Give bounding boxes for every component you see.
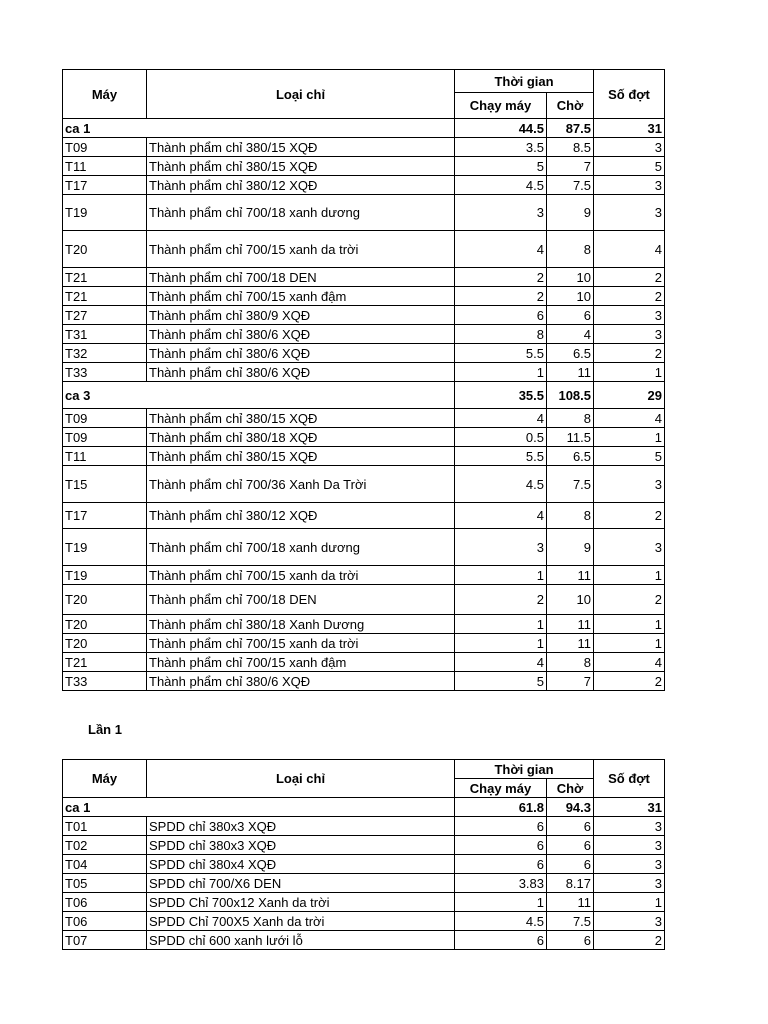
- header-may: Máy: [63, 760, 147, 798]
- cell-cho: 8.5: [547, 138, 594, 157]
- cell-so-dot: 31: [594, 119, 665, 138]
- cell-loai-chi: SPDD chỉ 380x3 XQĐ: [147, 836, 455, 855]
- section-label: Lần 1: [88, 722, 122, 737]
- table-row: [63, 653, 665, 672]
- cell-cho: 7: [547, 157, 594, 176]
- cell-cho: 7: [547, 672, 594, 691]
- table-row: [63, 138, 665, 157]
- header-so-dot: Số đợt: [594, 70, 665, 119]
- cell-may: T01: [63, 817, 147, 836]
- group-label: ca 1: [63, 798, 455, 817]
- cell-so-dot: 4: [594, 409, 665, 428]
- cell-chay-may: 4.5: [455, 912, 547, 931]
- cell-so-dot: 3: [594, 466, 665, 503]
- cell-loai-chi: Thành phẩm chỉ 700/15 xanh da trời: [147, 634, 455, 653]
- cell-cho: 4: [547, 325, 594, 344]
- cell-chay-may: 6: [455, 855, 547, 874]
- cell-so-dot: 1: [594, 566, 665, 585]
- cell-loai-chi: Thành phẩm chỉ 380/6 XQĐ: [147, 363, 455, 382]
- cell-chay-may: 0.5: [455, 428, 547, 447]
- header-loai-chi: Loại chỉ: [147, 760, 455, 798]
- cell-loai-chi: Thành phẩm chỉ 700/15 xanh đậm: [147, 653, 455, 672]
- header-cho: Chờ: [547, 93, 594, 119]
- cell-may: T32: [63, 344, 147, 363]
- cell-so-dot: 2: [594, 672, 665, 691]
- cell-chay-may: 1: [455, 566, 547, 585]
- cell-so-dot: 4: [594, 653, 665, 672]
- cell-cho: 9: [547, 529, 594, 566]
- table-row: [63, 836, 665, 855]
- header-loai-chi: Loại chỉ: [147, 70, 455, 119]
- cell-chay-may: 6: [455, 306, 547, 325]
- table-row: [63, 447, 665, 466]
- cell-so-dot: 3: [594, 529, 665, 566]
- cell-so-dot: 4: [594, 231, 665, 268]
- cell-so-dot: 2: [594, 585, 665, 615]
- cell-chay-may: 3.83: [455, 874, 547, 893]
- table-row: [63, 615, 665, 634]
- cell-chay-may: 5.5: [455, 447, 547, 466]
- cell-so-dot: 5: [594, 157, 665, 176]
- cell-chay-may: 6: [455, 931, 547, 950]
- table-row: [63, 529, 665, 566]
- cell-so-dot: 1: [594, 615, 665, 634]
- cell-loai-chi: Thành phẩm chỉ 380/15 XQĐ: [147, 447, 455, 466]
- cell-chay-may: 5: [455, 672, 547, 691]
- cell-so-dot: 3: [594, 195, 665, 231]
- group-row: [63, 119, 665, 138]
- cell-chay-may: 4: [455, 653, 547, 672]
- cell-chay-may: 3: [455, 195, 547, 231]
- table-row: [63, 195, 665, 231]
- cell-loai-chi: SPDD chỉ 700/X6 DEN: [147, 874, 455, 893]
- cell-chay-may: 1: [455, 615, 547, 634]
- cell-chay-may: 3.5: [455, 138, 547, 157]
- cell-loai-chi: Thành phẩm chỉ 700/18 DEN: [147, 268, 455, 287]
- cell-cho: 6.5: [547, 344, 594, 363]
- cell-loai-chi: Thành phẩm chỉ 380/6 XQĐ: [147, 672, 455, 691]
- cell-may: T33: [63, 363, 147, 382]
- cell-chay-may: 1: [455, 634, 547, 653]
- cell-so-dot: 3: [594, 138, 665, 157]
- cell-may: T06: [63, 912, 147, 931]
- time-table-1: [62, 69, 665, 691]
- cell-chay-may: 1: [455, 363, 547, 382]
- cell-loai-chi: SPDD chỉ 380x3 XQĐ: [147, 817, 455, 836]
- cell-cho: 6: [547, 931, 594, 950]
- cell-chay-may: 5.5: [455, 344, 547, 363]
- table-row: [63, 466, 665, 503]
- cell-loai-chi: Thành phẩm chỉ 380/6 XQĐ: [147, 344, 455, 363]
- cell-so-dot: 3: [594, 874, 665, 893]
- cell-so-dot: 31: [594, 798, 665, 817]
- cell-may: T06: [63, 893, 147, 912]
- cell-may: T05: [63, 874, 147, 893]
- cell-may: T09: [63, 138, 147, 157]
- cell-may: T19: [63, 195, 147, 231]
- cell-loai-chi: SPDD chỉ 600 xanh lưới lỗ: [147, 931, 455, 950]
- cell-so-dot: 3: [594, 817, 665, 836]
- cell-cho: 8.17: [547, 874, 594, 893]
- cell-may: T19: [63, 529, 147, 566]
- cell-cho: 8: [547, 231, 594, 268]
- cell-may: T19: [63, 566, 147, 585]
- cell-so-dot: 2: [594, 344, 665, 363]
- table-row: [63, 176, 665, 195]
- cell-chay-may: 5: [455, 157, 547, 176]
- cell-so-dot: 2: [594, 931, 665, 950]
- group-row: [63, 382, 665, 409]
- cell-may: T20: [63, 585, 147, 615]
- cell-so-dot: 3: [594, 912, 665, 931]
- cell-so-dot: 3: [594, 325, 665, 344]
- table-row: [63, 585, 665, 615]
- header-chay-may: Chạy máy: [455, 779, 547, 798]
- cell-may: T02: [63, 836, 147, 855]
- header-so-dot: Số đợt: [594, 760, 665, 798]
- cell-may: T15: [63, 466, 147, 503]
- cell-may: T07: [63, 931, 147, 950]
- cell-cho: 108.5: [547, 382, 594, 409]
- cell-cho: 11: [547, 615, 594, 634]
- header-cho: Chờ: [547, 779, 594, 798]
- cell-chay-may: 1: [455, 893, 547, 912]
- table-row: [63, 634, 665, 653]
- cell-chay-may: 6: [455, 817, 547, 836]
- cell-so-dot: 1: [594, 893, 665, 912]
- cell-may: T21: [63, 653, 147, 672]
- cell-loai-chi: Thành phẩm chỉ 380/15 XQĐ: [147, 157, 455, 176]
- group-row: [63, 798, 665, 817]
- table-row: [63, 409, 665, 428]
- cell-cho: 7.5: [547, 912, 594, 931]
- table-row: [63, 503, 665, 529]
- cell-chay-may: 8: [455, 325, 547, 344]
- cell-may: T20: [63, 634, 147, 653]
- cell-loai-chi: Thành phẩm chỉ 380/15 XQĐ: [147, 409, 455, 428]
- cell-chay-may: 35.5: [455, 382, 547, 409]
- cell-cho: 7.5: [547, 176, 594, 195]
- cell-chay-may: 4: [455, 231, 547, 268]
- cell-cho: 11: [547, 363, 594, 382]
- table-row: [63, 855, 665, 874]
- cell-cho: 10: [547, 268, 594, 287]
- cell-cho: 11.5: [547, 428, 594, 447]
- table-row: [63, 231, 665, 268]
- cell-chay-may: 61.8: [455, 798, 547, 817]
- table-row: [63, 893, 665, 912]
- cell-cho: 11: [547, 566, 594, 585]
- cell-chay-may: 2: [455, 287, 547, 306]
- cell-may: T20: [63, 615, 147, 634]
- cell-so-dot: 29: [594, 382, 665, 409]
- cell-cho: 6.5: [547, 447, 594, 466]
- table-row: [63, 912, 665, 931]
- cell-may: T09: [63, 428, 147, 447]
- cell-chay-may: 4.5: [455, 176, 547, 195]
- header-thoi-gian: Thời gian: [455, 760, 594, 779]
- cell-may: T17: [63, 176, 147, 195]
- cell-cho: 8: [547, 503, 594, 529]
- cell-cho: 11: [547, 893, 594, 912]
- cell-so-dot: 1: [594, 634, 665, 653]
- cell-so-dot: 3: [594, 306, 665, 325]
- cell-chay-may: 4.5: [455, 466, 547, 503]
- table-row: [63, 287, 665, 306]
- cell-loai-chi: Thành phẩm chỉ 700/15 xanh da trời: [147, 231, 455, 268]
- table-row: [63, 306, 665, 325]
- cell-loai-chi: Thành phẩm chỉ 700/18 xanh dương: [147, 195, 455, 231]
- cell-so-dot: 2: [594, 268, 665, 287]
- cell-cho: 9: [547, 195, 594, 231]
- cell-may: T09: [63, 409, 147, 428]
- cell-cho: 6: [547, 855, 594, 874]
- cell-cho: 6: [547, 306, 594, 325]
- header-may: Máy: [63, 70, 147, 119]
- table-row: [63, 566, 665, 585]
- cell-loai-chi: Thành phẩm chỉ 380/12 XQĐ: [147, 176, 455, 195]
- cell-cho: 8: [547, 653, 594, 672]
- cell-cho: 10: [547, 287, 594, 306]
- header-thoi-gian: Thời gian: [455, 70, 594, 93]
- cell-cho: 10: [547, 585, 594, 615]
- table-row: [63, 344, 665, 363]
- cell-cho: 8: [547, 409, 594, 428]
- cell-loai-chi: Thành phẩm chỉ 380/12 XQĐ: [147, 503, 455, 529]
- table-row: [63, 874, 665, 893]
- cell-loai-chi: Thành phẩm chỉ 700/15 xanh đậm: [147, 287, 455, 306]
- cell-loai-chi: Thành phẩm chỉ 700/15 xanh da trời: [147, 566, 455, 585]
- cell-loai-chi: Thành phẩm chỉ 380/9 XQĐ: [147, 306, 455, 325]
- table-row: [63, 363, 665, 382]
- cell-chay-may: 3: [455, 529, 547, 566]
- cell-so-dot: 3: [594, 176, 665, 195]
- cell-cho: 7.5: [547, 466, 594, 503]
- cell-cho: 6: [547, 817, 594, 836]
- cell-loai-chi: SPDD Chỉ 700X5 Xanh da trời: [147, 912, 455, 931]
- cell-chay-may: 6: [455, 836, 547, 855]
- table-row: [63, 268, 665, 287]
- cell-may: T27: [63, 306, 147, 325]
- table-row: [63, 325, 665, 344]
- cell-so-dot: 2: [594, 287, 665, 306]
- table-body: [63, 119, 665, 691]
- cell-so-dot: 2: [594, 503, 665, 529]
- header-chay-may: Chạy máy: [455, 93, 547, 119]
- cell-may: T11: [63, 447, 147, 466]
- cell-so-dot: 3: [594, 836, 665, 855]
- cell-may: T21: [63, 268, 147, 287]
- cell-may: T33: [63, 672, 147, 691]
- table-row: [63, 672, 665, 691]
- cell-cho: 87.5: [547, 119, 594, 138]
- cell-chay-may: 44.5: [455, 119, 547, 138]
- cell-loai-chi: Thành phẩm chỉ 700/36 Xanh Da Trời: [147, 466, 455, 503]
- cell-may: T21: [63, 287, 147, 306]
- cell-so-dot: 1: [594, 428, 665, 447]
- cell-loai-chi: SPDD Chỉ 700x12 Xanh da trời: [147, 893, 455, 912]
- cell-loai-chi: Thành phẩm chỉ 380/15 XQĐ: [147, 138, 455, 157]
- cell-loai-chi: SPDD chỉ 380x4 XQĐ: [147, 855, 455, 874]
- cell-chay-may: 4: [455, 409, 547, 428]
- cell-loai-chi: Thành phẩm chỉ 380/18 XQĐ: [147, 428, 455, 447]
- cell-so-dot: 3: [594, 855, 665, 874]
- table-row: [63, 931, 665, 950]
- cell-loai-chi: Thành phẩm chỉ 700/18 xanh dương: [147, 529, 455, 566]
- cell-loai-chi: Thành phẩm chỉ 700/18 DEN: [147, 585, 455, 615]
- cell-chay-may: 2: [455, 268, 547, 287]
- cell-chay-may: 4: [455, 503, 547, 529]
- cell-may: T31: [63, 325, 147, 344]
- table-row: [63, 817, 665, 836]
- cell-loai-chi: Thành phẩm chỉ 380/18 Xanh Dương: [147, 615, 455, 634]
- cell-may: T11: [63, 157, 147, 176]
- cell-cho: 94.3: [547, 798, 594, 817]
- cell-may: T20: [63, 231, 147, 268]
- cell-so-dot: 1: [594, 363, 665, 382]
- time-table-2: [62, 759, 665, 950]
- table-row: [63, 157, 665, 176]
- table-body: [63, 798, 665, 950]
- table-row: [63, 428, 665, 447]
- group-label: ca 1: [63, 119, 455, 138]
- group-label: ca 3: [63, 382, 455, 409]
- cell-chay-may: 2: [455, 585, 547, 615]
- cell-may: T17: [63, 503, 147, 529]
- cell-loai-chi: Thành phẩm chỉ 380/6 XQĐ: [147, 325, 455, 344]
- cell-may: T04: [63, 855, 147, 874]
- cell-so-dot: 5: [594, 447, 665, 466]
- cell-cho: 11: [547, 634, 594, 653]
- cell-cho: 6: [547, 836, 594, 855]
